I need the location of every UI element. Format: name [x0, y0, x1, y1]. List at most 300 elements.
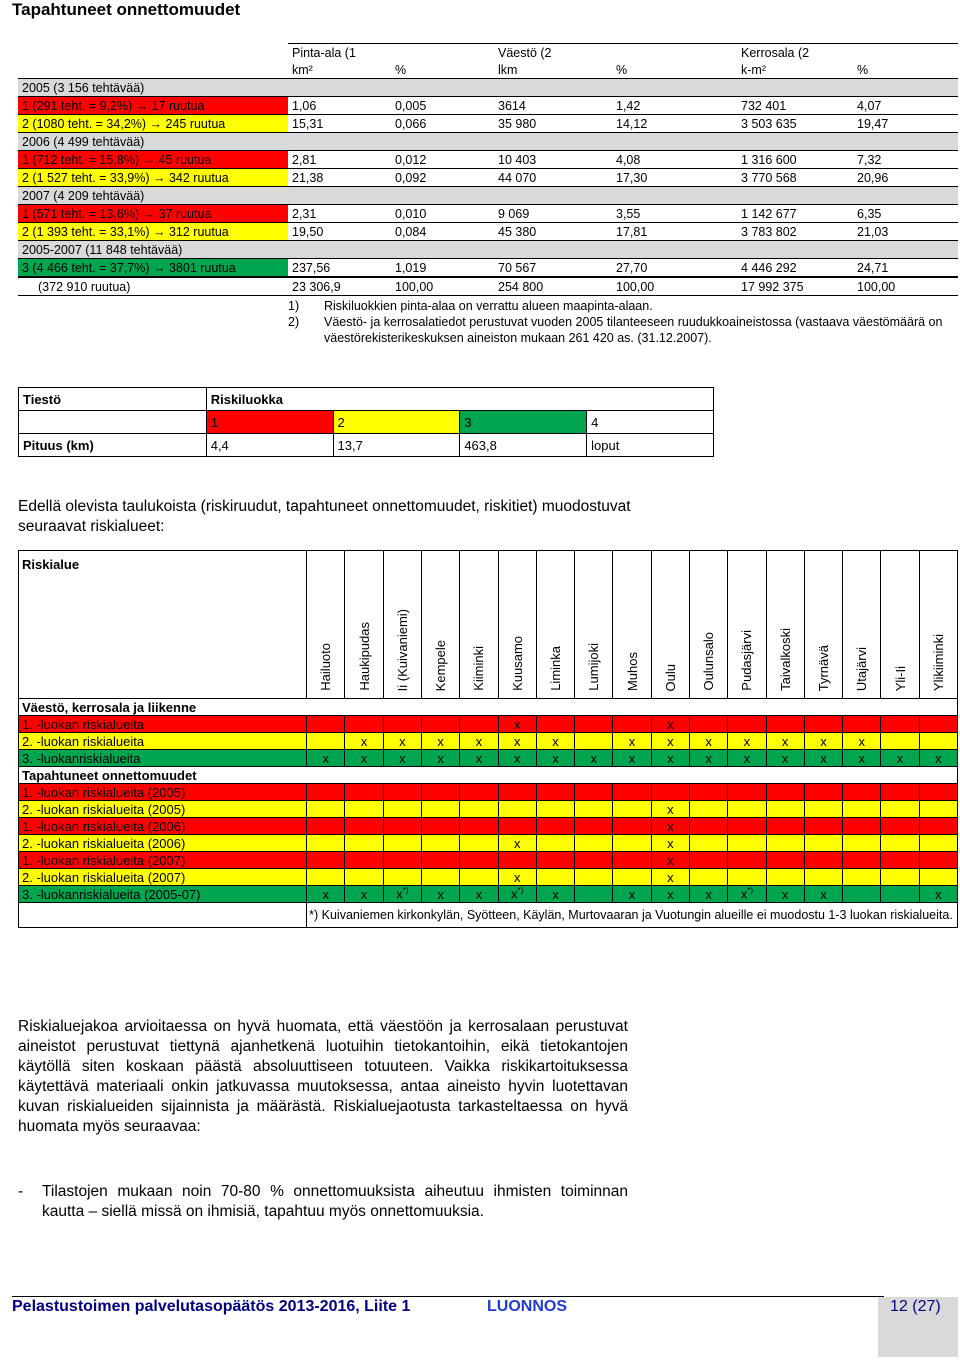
risk-row-label: 2. -luokan riskialueita (2006): [19, 835, 307, 852]
area-name: Lumijoki: [586, 643, 602, 691]
risk-mark: [345, 852, 383, 869]
area-name: Oulu: [662, 663, 678, 691]
header-blank: [18, 44, 288, 62]
table-cell: 23 306,9: [288, 277, 391, 296]
risk-row: [19, 784, 958, 801]
risk-mark: [881, 818, 919, 835]
risk-mark: x: [766, 733, 804, 750]
risk-mark: [575, 801, 613, 818]
risk-mark: [460, 852, 498, 869]
table-cell: 1,06: [288, 97, 391, 115]
unit-header: k-m²: [741, 62, 767, 77]
risk-mark: x: [421, 886, 459, 903]
area-name: Ylikiiminki: [930, 633, 946, 691]
risk-mark: [881, 869, 919, 886]
risk-mark: [804, 716, 842, 733]
area-name: Taivalkoski: [777, 628, 793, 691]
risk-mark: [843, 835, 881, 852]
risk-row-label: 3. -luokanriskialueita (2005-07): [19, 886, 307, 903]
risk-mark: [766, 835, 804, 852]
footer-doc-title: Pelastustoimen palvelutasopäätös 2013-2016, Liite 1: [12, 1298, 411, 1315]
risk-mark: x*): [728, 886, 766, 903]
table-row: [18, 151, 958, 169]
body-paragraph: Riskialuejakoa arvioitaessa on hyvä huomata, että väestöön ja kerrosalaan perustuvat aineistot perustuvat tiettynä ajanhetkenä luotuihin tietokantoihin, eikä tietokantojen käytöllä siten koskaan päästä absoluuttiseen totuuteen. Vaikka riskikartoituksessa käytettävä materiaali onkin jatkuvassa muutoksessa, antaa aineisto hyvin luotettavan kuvan riskialueiden sijainnista ja määrästä. Riskialuejaotusta tarkasteltaessa on hyvä huomata myös seuraavaa:: [18, 1018, 628, 1135]
risk-mark: [766, 784, 804, 801]
section-title: Tapahtuneet onnettomuudet: [19, 767, 958, 784]
area-header: [421, 551, 459, 699]
risk-mark: [575, 869, 613, 886]
group-header: Pinta-ala (1: [288, 44, 494, 62]
risk-mark: x: [651, 750, 689, 767]
risk-mark: x: [843, 733, 881, 750]
risk-mark: x: [307, 886, 345, 903]
risk-mark: [460, 716, 498, 733]
risk-mark: x: [919, 750, 957, 767]
table-cell: 17,81: [612, 223, 737, 241]
table-cell: 24,71: [853, 259, 958, 278]
area-name: Utajärvi: [854, 646, 870, 691]
table-cell: 44 070: [494, 169, 612, 187]
area-name: Kempele: [433, 639, 449, 691]
risk-mark: x: [345, 886, 383, 903]
table-cell: 3614: [494, 97, 612, 115]
risk-mark: [575, 886, 613, 903]
risk-mark: x: [345, 750, 383, 767]
area-name: Hailuoto: [318, 643, 334, 691]
risk-mark: [460, 835, 498, 852]
length-value: 4,4: [206, 434, 333, 457]
footnote-row: [19, 903, 958, 928]
risk-mark: [689, 869, 727, 886]
area-name: Haukipudas: [356, 622, 372, 691]
table-row: [18, 169, 958, 187]
table-cell: 7,32: [853, 151, 958, 169]
risk-mark: x: [766, 886, 804, 903]
area-header: [766, 551, 804, 699]
risk-mark: [307, 801, 345, 818]
area-name: Kuusamo: [509, 636, 525, 691]
risk-mark: [345, 835, 383, 852]
length-value: 463,8: [460, 434, 587, 457]
risk-mark: [421, 835, 459, 852]
risk-mark: [345, 818, 383, 835]
section-title: Väestö, kerrosala ja liikenne: [19, 699, 958, 716]
unit-row: [18, 61, 958, 79]
risk-row-label: 2. -luokan riskialueita (2005): [19, 801, 307, 818]
risk-mark: [728, 835, 766, 852]
risk-mark: x: [383, 750, 421, 767]
risk-mark: [613, 716, 651, 733]
risk-mark: [307, 835, 345, 852]
risk-mark: x: [689, 733, 727, 750]
area-name: Ii (Kuivaniemi): [394, 608, 410, 691]
risk-mark: [307, 818, 345, 835]
risk-mark: [307, 716, 345, 733]
risk-row: [19, 852, 958, 869]
risk-mark: x: [651, 801, 689, 818]
risk-mark: [421, 869, 459, 886]
risk-mark: [728, 852, 766, 869]
table-cell: 1 316 600: [737, 151, 853, 169]
risk-mark: [421, 818, 459, 835]
area-name: Kiiminki: [471, 646, 487, 691]
footnote-text: *) Kuivaniemen kirkonkylän, Syötteen, Käylän, Murtovaaran ja Vuotungin alueille ei muodostu 1-3 luokan riskialueita.: [307, 903, 958, 928]
section-row: [19, 767, 958, 784]
risk-mark: x: [460, 750, 498, 767]
area-name: Pudasjärvi: [739, 630, 755, 691]
risk-mark: x: [460, 733, 498, 750]
risk-row: [19, 733, 958, 750]
table-cell: 100,00: [853, 277, 958, 296]
risk-mark: [613, 801, 651, 818]
risk-mark: x: [613, 886, 651, 903]
risk-mark: [575, 716, 613, 733]
risk-mark: x: [766, 750, 804, 767]
risk-row-label: 1. -luokan riskialueita (2005): [19, 784, 307, 801]
risk-mark: x: [575, 750, 613, 767]
risk-mark: [843, 784, 881, 801]
risk-row: [19, 818, 958, 835]
risk-mark: [881, 852, 919, 869]
risk-row: [19, 750, 958, 767]
risk-class-cell: 3: [460, 411, 587, 434]
risk-mark: [804, 852, 842, 869]
table-cell: 2,31: [288, 205, 391, 223]
risk-mark: [689, 818, 727, 835]
risk-mark: [881, 716, 919, 733]
risk-mark: [766, 818, 804, 835]
risk-mark: [766, 801, 804, 818]
risk-mark: [728, 818, 766, 835]
risk-class-cell: 2: [333, 411, 460, 434]
risk-row-label: 3. -luokanriskialueita: [19, 750, 307, 767]
area-header: [345, 551, 383, 699]
risk-mark: x: [804, 886, 842, 903]
risk-mark: [728, 801, 766, 818]
risk-mark: [613, 852, 651, 869]
risk-mark: x: [536, 750, 574, 767]
table-cell: 6,35: [853, 205, 958, 223]
risk-mark: [421, 784, 459, 801]
risk-mark: x*): [383, 886, 421, 903]
risk-mark: [651, 784, 689, 801]
area-name: Yli-Ii: [892, 665, 908, 691]
risk-areas-table: [18, 550, 958, 928]
risk-mark: [307, 733, 345, 750]
risk-mark: [881, 801, 919, 818]
area-header: [689, 551, 727, 699]
table-cell: 0,005: [391, 97, 494, 115]
table-cell: 732 401: [737, 97, 853, 115]
risk-mark: x: [613, 733, 651, 750]
table-cell: 21,38: [288, 169, 391, 187]
length-value: loput: [587, 434, 714, 457]
note-text: Väestö- ja kerrosalatiedot perustuvat vuoden 2005 tilanteeseen ruudukkoaineistossa (vastaava väestömäärä on väestörekisterikeskuksen aineiston mukaan 261 420 as. (31.12.2007).: [324, 315, 943, 345]
risk-mark: [383, 784, 421, 801]
area-header: [919, 551, 957, 699]
risk-row: [19, 801, 958, 818]
risk-mark: [919, 852, 957, 869]
area-name: Oulunsalo: [701, 632, 717, 691]
footer-divider: [12, 1296, 884, 1297]
area-name: Muhos: [624, 651, 640, 691]
risk-row: [19, 835, 958, 852]
year-group-label: 2007 (4 209 tehtävää): [18, 187, 958, 205]
header-blank: [18, 61, 288, 79]
risk-class-label: 2 (1080 teht. = 34,2%) → 245 ruutua: [18, 115, 288, 133]
risk-mark: [460, 869, 498, 886]
table-cell: 0,066: [391, 115, 494, 133]
risk-row-label: 1. -luokan riskialueita (2006): [19, 818, 307, 835]
risk-mark: x: [460, 886, 498, 903]
unit-header: %: [857, 62, 869, 77]
risk-mark: [919, 784, 957, 801]
risk-mark: x: [843, 750, 881, 767]
risk-mark: [536, 835, 574, 852]
risk-mark: [421, 716, 459, 733]
risk-row: [19, 886, 958, 903]
table-cell: 0,092: [391, 169, 494, 187]
area-header: [728, 551, 766, 699]
risk-mark: x*): [498, 886, 536, 903]
table-cell: 3 503 635: [737, 115, 853, 133]
page-number: 12 (27): [890, 1298, 941, 1315]
blank-cell: [19, 411, 207, 434]
risk-mark: x: [536, 886, 574, 903]
table-cell: 45 380: [494, 223, 612, 241]
table-cell: 19,50: [288, 223, 391, 241]
table-row: [18, 205, 958, 223]
bullet-item: [18, 1182, 628, 1222]
risk-mark: [728, 784, 766, 801]
road-header: Tiestö: [19, 388, 207, 411]
unit-header: %: [395, 62, 407, 77]
risk-mark: [843, 818, 881, 835]
risk-mark: [383, 716, 421, 733]
risk-mark: [919, 818, 957, 835]
risk-mark: x: [651, 869, 689, 886]
risk-mark: [307, 784, 345, 801]
risk-mark: [919, 801, 957, 818]
area-header: [307, 551, 345, 699]
table-cell: 0,010: [391, 205, 494, 223]
risk-mark: [383, 835, 421, 852]
table-cell: 9 069: [494, 205, 612, 223]
risk-mark: [728, 716, 766, 733]
risk-mark: x: [804, 733, 842, 750]
corner-label: Riskialue: [19, 551, 307, 699]
table-cell: 1,42: [612, 97, 737, 115]
risk-class-label: 3 (4 466 teht. = 37,7%) → 3801 ruutua: [18, 259, 288, 278]
bullet-text: Tilastojen mukaan noin 70-80 % onnettomuuksista aiheutuu ihmisten toiminnan kautta – siellä missä on ihmisiä, tapahtuu myös onnettomuuksia.: [42, 1183, 628, 1220]
risk-mark: [536, 784, 574, 801]
risk-mark: x: [689, 750, 727, 767]
table-notes: [288, 298, 948, 346]
table-cell: 4,08: [612, 151, 737, 169]
year-group-label: 2005-2007 (11 848 tehtävää): [18, 241, 958, 259]
risk-mark: [498, 784, 536, 801]
risk-mark: [345, 869, 383, 886]
section-row: [19, 699, 958, 716]
risk-mark: x: [383, 733, 421, 750]
table-cell: 19,47: [853, 115, 958, 133]
header-row: [19, 388, 714, 411]
table-cell: 100,00: [612, 277, 737, 296]
risk-mark: x: [881, 750, 919, 767]
risk-mark: [804, 818, 842, 835]
unit-header: %: [616, 62, 628, 77]
table-cell: 3,55: [612, 205, 737, 223]
table-cell: 100,00: [391, 277, 494, 296]
risk-mark: x: [498, 750, 536, 767]
risk-row: [19, 869, 958, 886]
risk-mark: [421, 801, 459, 818]
risk-mark: x: [421, 733, 459, 750]
risk-mark: [307, 869, 345, 886]
table-cell: 0,012: [391, 151, 494, 169]
footer-draft-label: LUONNOS: [487, 1298, 567, 1315]
risk-mark: [575, 835, 613, 852]
table-row: [18, 259, 958, 278]
risk-mark: [536, 801, 574, 818]
table-cell: 254 800: [494, 277, 612, 296]
table-cell: 3 770 568: [737, 169, 853, 187]
table-cell: 1,019: [391, 259, 494, 278]
risk-mark: [613, 869, 651, 886]
risk-mark: x: [651, 835, 689, 852]
table-cell: 17,30: [612, 169, 737, 187]
risk-mark: [460, 784, 498, 801]
risk-mark: [345, 784, 383, 801]
length-row: [19, 434, 714, 457]
table-row: [18, 97, 958, 115]
note-number: 1): [288, 299, 300, 313]
risk-mark: x: [498, 835, 536, 852]
risk-mark: x: [536, 733, 574, 750]
table-cell: 27,70: [612, 259, 737, 278]
table-cell: 10 403: [494, 151, 612, 169]
risk-mark: [843, 886, 881, 903]
road-risk-table: [18, 387, 714, 457]
risk-mark: x: [498, 716, 536, 733]
risk-mark: x: [421, 750, 459, 767]
risk-mark: [421, 852, 459, 869]
risk-mark: x: [345, 733, 383, 750]
risk-row: [19, 716, 958, 733]
bullet-dash: -: [18, 1183, 24, 1200]
table-cell: 20,96: [853, 169, 958, 187]
table-cell: 15,31: [288, 115, 391, 133]
risk-mark: [536, 716, 574, 733]
risk-mark: [536, 869, 574, 886]
risk-mark: [383, 801, 421, 818]
risk-mark: x: [651, 733, 689, 750]
table-row: [18, 187, 958, 205]
risk-mark: x: [728, 733, 766, 750]
year-group-label: 2005 (3 156 tehtävää): [18, 79, 958, 97]
risk-mark: [460, 818, 498, 835]
risk-mark: [613, 784, 651, 801]
table-cell: 70 567: [494, 259, 612, 278]
risk-mark: x: [498, 733, 536, 750]
risk-class-label: 1 (571 teht. = 13,6%) → 37 ruutua: [18, 205, 288, 223]
risk-mark: [843, 852, 881, 869]
risk-mark: x: [651, 886, 689, 903]
area-header: [843, 551, 881, 699]
table-cell: 4,07: [853, 97, 958, 115]
risk-class-header: Riskiluokka: [206, 388, 713, 411]
risk-mark: [766, 716, 804, 733]
risk-mark: x: [498, 869, 536, 886]
area-header: [651, 551, 689, 699]
risk-mark: [498, 818, 536, 835]
risk-class-label: 1 (291 teht. = 9,2%) → 17 ruutua: [18, 97, 288, 115]
risk-row-label: 1. -luokan riskialueita (2007): [19, 852, 307, 869]
risk-mark: [536, 818, 574, 835]
risk-mark: [575, 733, 613, 750]
risk-mark: [307, 852, 345, 869]
area-header: [460, 551, 498, 699]
risk-mark: [919, 869, 957, 886]
unit-header: km²: [292, 62, 313, 77]
area-header: [498, 551, 536, 699]
risk-mark: x: [651, 852, 689, 869]
length-value: 13,7: [333, 434, 460, 457]
table-cell: 237,56: [288, 259, 391, 278]
risk-mark: [689, 852, 727, 869]
risk-mark: x: [689, 886, 727, 903]
table-cell: 17 992 375: [737, 277, 853, 296]
note-text: Riskiluokkien pinta-alaa on verrattu alueen maapinta-alaan.: [324, 299, 653, 313]
table-cell: 2,81: [288, 151, 391, 169]
table-cell: 1 142 677: [737, 205, 853, 223]
risk-cells-table: [18, 43, 958, 296]
risk-row-label: 1. -luokan riskialueita: [19, 716, 307, 733]
risk-mark: [689, 716, 727, 733]
risk-class-label: 1 (712 teht. = 15,8%) → 45 ruutua: [18, 151, 288, 169]
table-cell: 3 783 802: [737, 223, 853, 241]
risk-mark: [498, 852, 536, 869]
note-item: [288, 298, 948, 314]
risk-mark: [460, 801, 498, 818]
group-header: Väestö (2: [494, 44, 737, 62]
risk-mark: [804, 835, 842, 852]
table-row: [18, 241, 958, 259]
risk-class-cell: 4: [587, 411, 714, 434]
risk-mark: [383, 852, 421, 869]
year-group-label: 2006 (4 499 tehtävää): [18, 133, 958, 151]
page-title: Tapahtuneet onnettomuudet: [12, 0, 241, 19]
risk-mark: [689, 784, 727, 801]
risk-mark: [345, 801, 383, 818]
group-header: Kerrosala (2: [737, 44, 958, 62]
risk-class-label: (372 910 ruutua): [18, 277, 288, 296]
risk-mark: [383, 818, 421, 835]
area-name: Liminka: [547, 646, 563, 691]
area-header: [536, 551, 574, 699]
risk-mark: [689, 835, 727, 852]
risk-mark: [881, 835, 919, 852]
risk-mark: [919, 733, 957, 750]
risk-mark: x: [728, 750, 766, 767]
footnote-mark: *): [747, 886, 754, 896]
note-number: 2): [288, 315, 300, 329]
table-cell: 35 980: [494, 115, 612, 133]
table-row: [18, 79, 958, 97]
risk-mark: [881, 733, 919, 750]
risk-class-label: 2 (1 527 teht. = 33,9%) → 342 ruutua: [18, 169, 288, 187]
area-header: [613, 551, 651, 699]
